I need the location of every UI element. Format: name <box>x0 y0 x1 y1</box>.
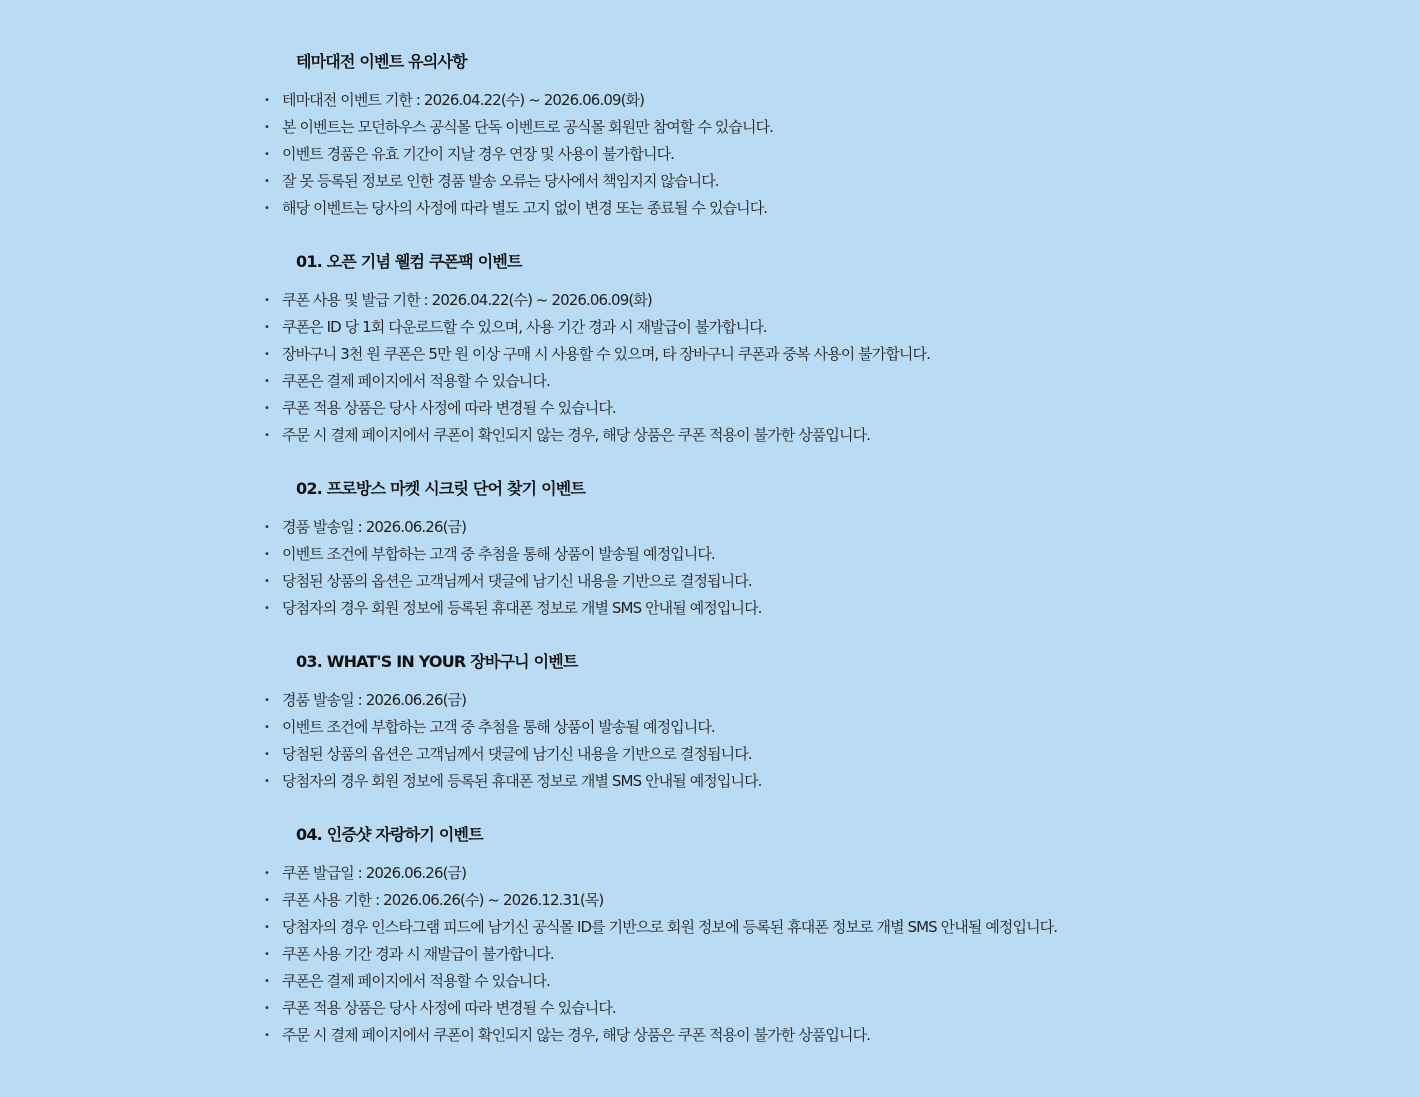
bullet-icon: • <box>264 695 269 706</box>
section-title: 01. 오픈 기념 웰컴 쿠폰팩 이벤트 <box>296 252 522 271</box>
list-item-text: 이벤트 조건에 부합하는 고객 중 추첨을 통해 상품이 발송될 예정입니다. <box>282 718 715 736</box>
notice-list <box>264 287 1364 449</box>
list-item-text: 당첨자의 경우 인스타그램 피드에 남기신 공식몰 ID를 기반으로 회원 정보에 등록된 휴대폰 정보로 개별 SMS 안내될 예정입니다. <box>282 918 1058 936</box>
list-item-text: 쿠폰 사용 및 발급 기한 : 2026.04.22(수) ~ 2026.06.09(화) <box>282 291 652 309</box>
list-item <box>264 568 1364 595</box>
bullet-icon: • <box>264 430 269 441</box>
bullet-icon: • <box>264 203 269 214</box>
list-item <box>264 595 1364 622</box>
bullet-icon: • <box>264 176 269 187</box>
list-item-text: 당첨자의 경우 회원 정보에 등록된 휴대폰 정보로 개별 SMS 안내될 예정입니다. <box>282 772 762 790</box>
section-title: 04. 인증샷 자랑하기 이벤트 <box>296 825 483 844</box>
bullet-icon: • <box>264 95 269 106</box>
bullet-icon: • <box>264 1030 269 1041</box>
list-item-text: 해당 이벤트는 당사의 사정에 따라 별도 고지 없이 변경 또는 종료될 수 있습니다. <box>282 199 768 217</box>
notice-list <box>264 87 1364 222</box>
list-item <box>264 314 1364 341</box>
bullet-icon: • <box>264 576 269 587</box>
list-item <box>264 741 1364 768</box>
list-item-text: 본 이벤트는 모던하우스 공식몰 단독 이벤트로 공식몰 회원만 참여할 수 있습니다. <box>282 118 774 136</box>
list-item <box>264 995 1364 1022</box>
list-item <box>264 368 1364 395</box>
list-item <box>264 141 1364 168</box>
section-title: 03. WHAT'S IN YOUR 장바구니 이벤트 <box>296 652 578 671</box>
list-item-text: 이벤트 조건에 부합하는 고객 중 추첨을 통해 상품이 발송될 예정입니다. <box>282 545 715 563</box>
list-item <box>264 514 1364 541</box>
bullet-icon: • <box>264 295 269 306</box>
bullet-icon: • <box>264 868 269 879</box>
list-item <box>264 768 1364 795</box>
list-item <box>264 541 1364 568</box>
bullet-icon: • <box>264 122 269 133</box>
list-item-text: 쿠폰은 결제 페이지에서 적용할 수 있습니다. <box>282 972 550 990</box>
list-item <box>264 941 1364 968</box>
notice-list <box>264 687 1364 795</box>
section-title: 테마대전 이벤트 유의사항 <box>296 52 467 71</box>
list-item <box>264 395 1364 422</box>
list-item-text: 경품 발송일 : 2026.06.26(금) <box>282 691 467 709</box>
list-item-text: 쿠폰 사용 기한 : 2026.06.26(수) ~ 2026.12.31(목) <box>282 891 604 909</box>
list-item-text: 잘 못 등록된 정보로 인한 경품 발송 오류는 당사에서 책임지지 않습니다. <box>282 172 719 190</box>
notice-list <box>264 860 1364 1049</box>
section-title: 02. 프로방스 마켓 시크릿 단어 찾기 이벤트 <box>296 479 586 498</box>
list-item-text: 테마대전 이벤트 기한 : 2026.04.22(수) ~ 2026.06.09(화) <box>282 91 645 109</box>
notice-list <box>264 514 1364 622</box>
list-item <box>264 714 1364 741</box>
list-item-text: 장바구니 3천 원 쿠폰은 5만 원 이상 구매 시 사용할 수 있으며, 타 장바구니 쿠폰과 중복 사용이 불가합니다. <box>282 345 930 363</box>
list-item-text: 당첨된 상품의 옵션은 고객님께서 댓글에 남기신 내용을 기반으로 결정됩니다. <box>282 572 752 590</box>
bullet-icon: • <box>264 776 269 787</box>
list-item-text: 쿠폰 사용 기간 경과 시 재발급이 불가합니다. <box>282 945 554 963</box>
list-item-text: 당첨자의 경우 회원 정보에 등록된 휴대폰 정보로 개별 SMS 안내될 예정입니다. <box>282 599 762 617</box>
bullet-icon: • <box>264 976 269 987</box>
list-item <box>264 1022 1364 1049</box>
bullet-icon: • <box>264 749 269 760</box>
list-item <box>264 914 1364 941</box>
bullet-icon: • <box>264 895 269 906</box>
bullet-icon: • <box>264 603 269 614</box>
list-item <box>264 968 1364 995</box>
list-item-text: 쿠폰 발급일 : 2026.06.26(금) <box>282 864 467 882</box>
list-item-text: 경품 발송일 : 2026.06.26(금) <box>282 518 467 536</box>
list-item-text: 당첨된 상품의 옵션은 고객님께서 댓글에 남기신 내용을 기반으로 결정됩니다. <box>282 745 752 763</box>
list-item <box>264 168 1364 195</box>
list-item-text: 주문 시 결제 페이지에서 쿠폰이 확인되지 않는 경우, 해당 상품은 쿠폰 적용이 불가한 상품입니다. <box>282 426 871 444</box>
notice-section-proof-shot <box>264 824 1364 1049</box>
list-item <box>264 687 1364 714</box>
bullet-icon: • <box>264 549 269 560</box>
bullet-icon: • <box>264 722 269 733</box>
notice-section-welcome-coupon <box>264 251 1364 449</box>
list-item <box>264 887 1364 914</box>
bullet-icon: • <box>264 1003 269 1014</box>
list-item <box>264 860 1364 887</box>
list-item <box>264 422 1364 449</box>
list-item <box>264 87 1364 114</box>
list-item-text: 쿠폰 적용 상품은 당사 사정에 따라 변경될 수 있습니다. <box>282 399 616 417</box>
bullet-icon: • <box>264 949 269 960</box>
list-item-text: 쿠폰은 ID 당 1회 다운로드할 수 있으며, 사용 기간 경과 시 재발급이 불가합니다. <box>282 318 767 336</box>
notice-section-secret-word <box>264 478 1364 622</box>
list-item <box>264 341 1364 368</box>
bullet-icon: • <box>264 403 269 414</box>
bullet-icon: • <box>264 322 269 333</box>
list-item-text: 쿠폰은 결제 페이지에서 적용할 수 있습니다. <box>282 372 550 390</box>
list-item-text: 이벤트 경품은 유효 기간이 지날 경우 연장 및 사용이 불가합니다. <box>282 145 675 163</box>
bullet-icon: • <box>264 922 269 933</box>
notice-section-whats-in-your-cart <box>264 651 1364 795</box>
list-item <box>264 195 1364 222</box>
bullet-icon: • <box>264 149 269 160</box>
list-item <box>264 114 1364 141</box>
bullet-icon: • <box>264 376 269 387</box>
bullet-icon: • <box>264 349 269 360</box>
notice-section-general <box>264 51 1364 222</box>
list-item-text: 쿠폰 적용 상품은 당사 사정에 따라 변경될 수 있습니다. <box>282 999 616 1017</box>
list-item <box>264 287 1364 314</box>
bullet-icon: • <box>264 522 269 533</box>
list-item-text: 주문 시 결제 페이지에서 쿠폰이 확인되지 않는 경우, 해당 상품은 쿠폰 적용이 불가한 상품입니다. <box>282 1026 871 1044</box>
